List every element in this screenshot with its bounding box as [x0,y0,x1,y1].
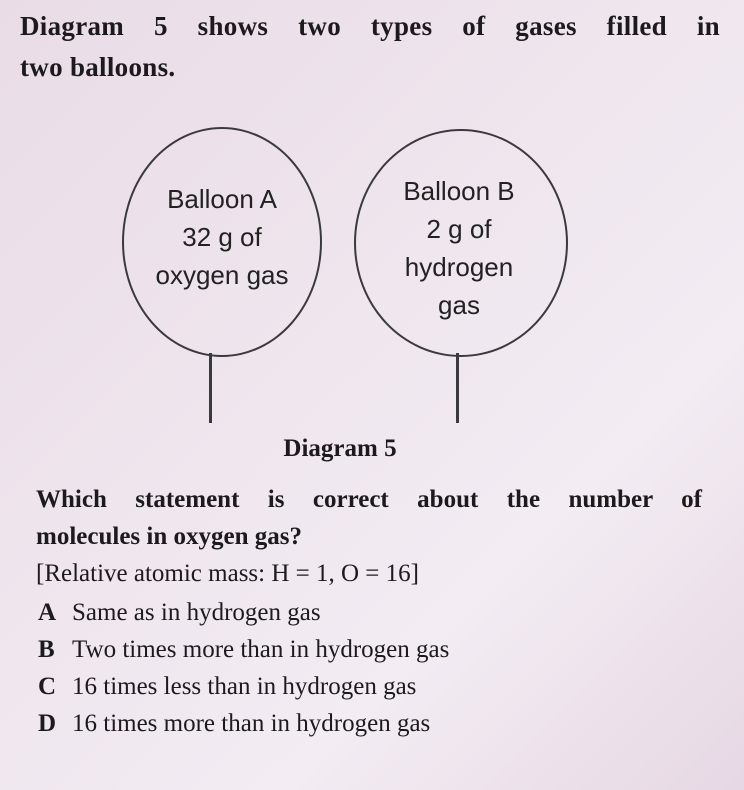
option-b-text: Two times more than in hydrogen gas [72,636,450,663]
question-line-1: Which statement is correct about the number of [36,486,702,513]
balloon-b-label [354,172,564,324]
balloon-a-string [209,353,212,423]
diagram-caption: Diagram 5 [283,435,397,462]
option-d[interactable] [38,705,678,742]
option-b[interactable] [38,631,678,668]
option-a-text: Same as in hydrogen gas [72,599,321,626]
option-a[interactable] [38,594,678,631]
balloon-b-title: Balloon B [403,176,515,206]
option-b-letter: B [38,636,55,663]
balloon-b-gas-2: gas [438,290,480,320]
balloon-a-label [122,180,322,294]
question-line-3: [Relative atomic mass: H = 1, O = 16] [36,560,419,587]
balloon-a-title: Balloon A [167,184,277,214]
intro-line-1: Diagram 5 shows two types of gases filled in [20,11,720,41]
option-c-letter: C [38,673,57,700]
intro-text [20,6,720,88]
balloon-b-mass: 2 g of [426,214,492,244]
option-a-letter: A [38,599,57,626]
balloon-b-gas-1: hydrogen [404,252,514,282]
option-d-text: 16 times more than in hydrogen gas [72,710,431,737]
answer-options [38,594,678,742]
question-text [36,481,702,592]
option-c[interactable] [38,668,678,705]
question-line-2: molecules in oxygen gas? [36,523,302,550]
intro-line-2: two balloons. [20,52,176,82]
balloon-a-mass: 32 g of [182,222,262,252]
option-d-letter: D [38,710,57,737]
balloon-a-gas: oxygen gas [155,260,289,290]
balloon-b-string [456,353,459,423]
option-c-text: 16 times less than in hydrogen gas [72,673,417,700]
